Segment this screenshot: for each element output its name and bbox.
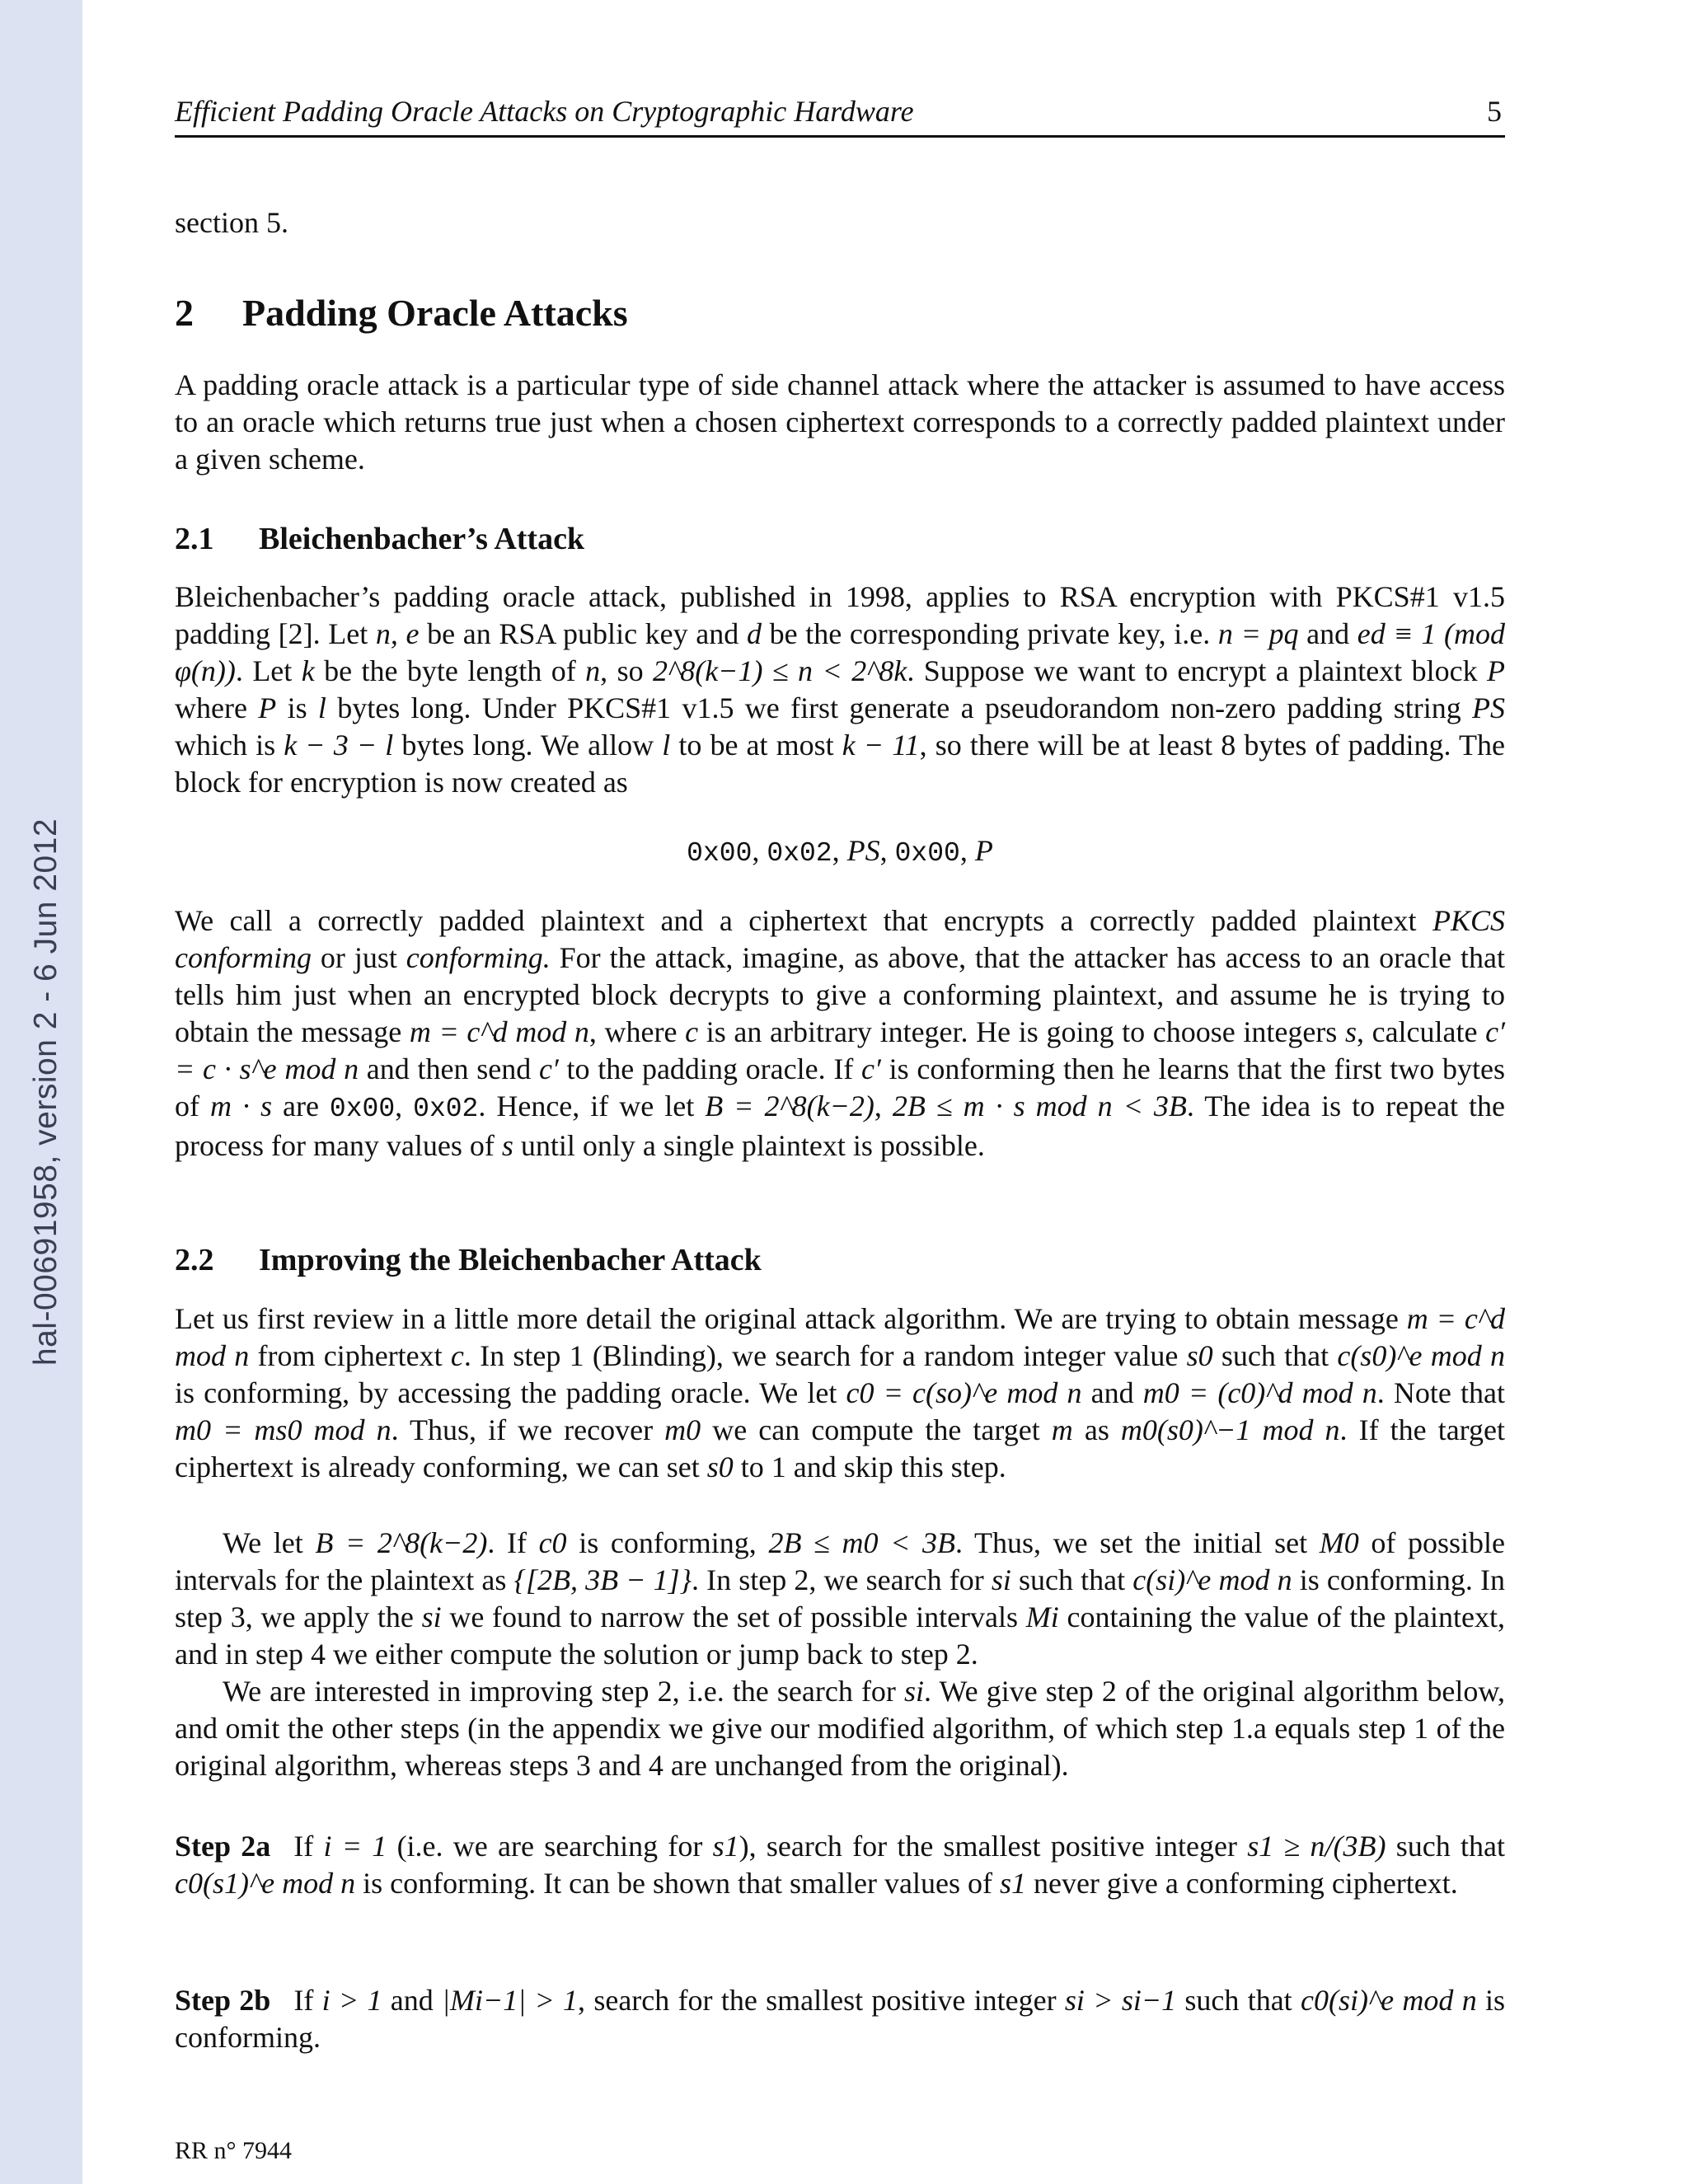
step-2b-paragraph: Step 2b If i > 1 and |Mi−1| > 1, search for the smallest positive integer si > si−1 such that c0(si)^e mod n is conforming. <box>175 1984 1506 2054</box>
section-2-paragraph: A padding oracle attack is a particular type of side channel attack where the attacker is assumed to have access to an oracle which returns true just when a chosen ciphertext corresponds to a correctly padded plaintext under a given scheme. <box>175 368 1505 476</box>
section-title: Padding Oracle Attacks <box>242 292 628 334</box>
section-number: 2 <box>175 292 194 334</box>
section-2-heading <box>175 290 628 336</box>
subsection-2-2-heading <box>175 1240 762 1280</box>
archive-sidebar <box>0 0 82 2184</box>
step-2b-label: Step 2b <box>175 1984 271 2017</box>
subsection-title: Bleichenbacher’s Attack <box>259 522 585 556</box>
padding-block-equation: 0x00, 0x02, PS, 0x00, P <box>687 834 993 869</box>
step-2a-paragraph: Step 2a If i = 1 (i.e. we are searching for s1), search for the smallest positive integer s1 ≥ n/(3B) such that c0(s1)^e mod n is conforming. It can be shown that smaller values of s1 never give a conforming ciphertext. <box>175 1830 1505 1900</box>
intro-tail: section 5. <box>175 206 288 239</box>
running-title: Efficient Padding Oracle Attacks on Cryptographic Hardware <box>175 95 914 128</box>
step-2a-label: Step 2a <box>175 1830 271 1863</box>
running-header <box>175 89 1505 138</box>
bleichenbacher-paragraph-1: Bleichenbacher’s padding oracle attack, published in 1998, applies to RSA encryption with PKCS#1 v1.5 padding [2]. Let n, e be an RSA public key and d be the corresponding private key, i.e. n = pq and ed ≡ 1 (mod φ(n)). Let k be the byte length of n, so 2^8(k−1) ≤ n < 2^8k. Suppose we want to encrypt a plaintext block P where P is l bytes long. Under PKCS#1 v1.5 we first generate a pseudorandom non-zero padding string PS which is k − 3 − l bytes long. We allow l to be at most k − 11, so there will be at least 8 bytes of padding. The block for encryption is now created as <box>175 580 1506 799</box>
subsection-number: 2.1 <box>175 522 214 556</box>
improving-paragraph-3: We are interested in improving step 2, i.e. the search for si. We give step 2 of the original algorithm below, and omit the other steps (in the appendix we give our modified algorithm, of which step 1.a equals step 1 of the original algorithm, whereas steps 3 and 4 are unchanged from the original). <box>175 1675 1505 1782</box>
subsection-title: Improving the Bleichenbacher Attack <box>259 1243 762 1277</box>
subsection-2-1-heading <box>175 519 584 559</box>
page-number: 5 <box>1487 95 1502 128</box>
improving-paragraph-2: We let B = 2^8(k−2). If c0 is conforming, 2B ≤ m0 < 3B. Thus, we set the initial set M0 of possible intervals for the plaintext as {[2B, 3B − 1]}. In step 2, we search for si such that c(si)^e mod n is conforming. In step 3, we apply the si we found to narrow the set of possible intervals Mi containing the value of the plaintext, and in step 4 we either compute the solution or jump back to step 2. <box>175 1526 1505 1671</box>
archive-watermark: hal-00691958, version 2 - 6 Jun 2012 <box>28 818 63 1366</box>
subsection-number: 2.2 <box>175 1243 214 1277</box>
report-footer: RR n° 7944 <box>175 2137 293 2164</box>
improving-paragraph-1: Let us first review in a little more detail the original attack algorithm. We are trying to obtain message m = c^d mod n from ciphertext c. In step 1 (Blinding), we search for a random integer value s0 such that c(s0)^e mod n is conforming, by accessing the padding oracle. We let c0 = c(so)^e mod n and m0 = (c0)^d mod n. Note that m0 = ms0 mod n. Thus, if we recover m0 we can compute the target m as m0(s0)^−1 mod n. If the target ciphertext is already conforming, we can set s0 to 1 and skip this step. <box>175 1302 1506 1483</box>
bleichenbacher-paragraph-2: We call a correctly padded plaintext and a ciphertext that encrypts a correctly padded plaintext PKCS conforming or just conforming. For the attack, imagine, as above, that the attacker has access to an oracle that tells him just when an encrypted block decrypts to give a conforming plaintext, and assume he is trying to obtain the message m = c^d mod n, where c is an arbitrary integer. He is going to choose integers s, calculate c′ = c · s^e mod n and then send c′ to the padding oracle. If c′ is conforming then he learns that the first two bytes of m · s are 0x00, 0x02. Hence, if we let B = 2^8(k−2), 2B ≤ m · s mod n < 3B. The idea is to repeat the process for many values of s until only a single plaintext is possible. <box>175 904 1506 1162</box>
